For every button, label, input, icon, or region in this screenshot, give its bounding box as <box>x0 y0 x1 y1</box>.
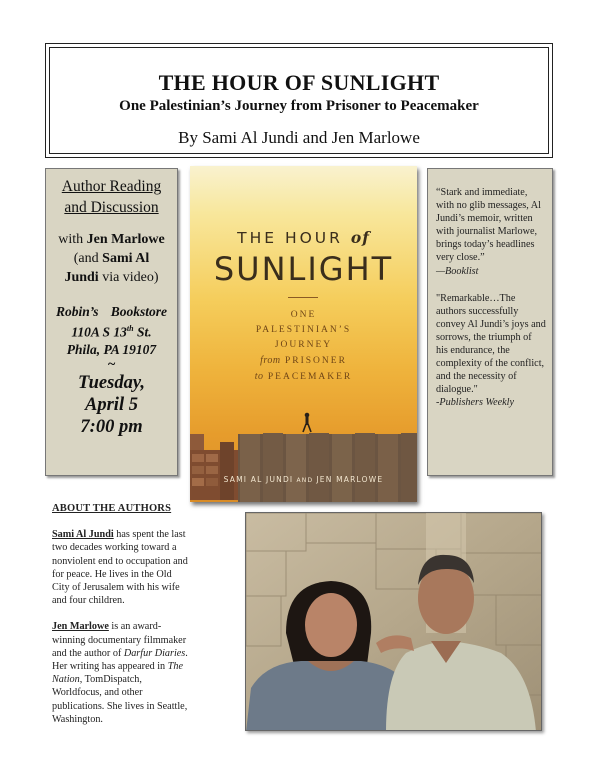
bio-book-title: Darfur Diaries <box>123 647 186 659</box>
event-presenters <box>46 230 177 287</box>
bio-text: , TomDispatch, Worldfocus, and other publications. She lives in Seattle, Washington. <box>52 674 188 725</box>
presenter-sami-a: Sami Al <box>102 251 150 266</box>
cover-sub-from: from <box>260 355 281 366</box>
with-prefix: with <box>58 232 87 247</box>
cover-authors <box>190 475 417 484</box>
quote-text: “Stark and immediate, with no glib messages, Al Jundi’s memoir, written with journalist Marlowe, brings today’s headlines very close.” <box>436 187 541 264</box>
quote-source: -Publishers Weekly <box>436 397 514 409</box>
paren-open: (and <box>73 251 103 266</box>
about-authors <box>52 502 190 726</box>
bio-publication: The Nation <box>52 661 183 686</box>
venue-city: Phila, PA 19107 <box>66 341 157 357</box>
cover-authors-and: AND <box>293 477 317 484</box>
venue-street-suffix: St. <box>133 324 152 340</box>
cover-author-jen: JEN MARLOWE <box>316 475 384 484</box>
title-box-inner <box>49 47 549 154</box>
presenter-jen-marlowe: Jen Marlowe <box>86 232 165 247</box>
event-month-day: April 5 <box>85 394 138 415</box>
cover-sub-line2: PALESTINIAN’S <box>255 325 352 335</box>
cover-subtitle <box>190 308 417 385</box>
cover-author-sami: SAMI AL JUNDI <box>223 475 294 484</box>
book-subtitle: One Palestinian’s Journey from Prisoner to Peacemaker <box>119 98 479 114</box>
cover-sub-prisoner: PRISONER <box>280 356 347 366</box>
event-time: 7:00 pm <box>80 416 143 437</box>
about-heading: ABOUT THE AUTHORS <box>52 503 172 514</box>
divider-tilde: ~ <box>107 356 116 372</box>
bio-jen <box>52 620 190 726</box>
book-title: THE HOUR OF SUNLIGHT <box>158 70 440 95</box>
authors-photo-image <box>246 513 542 731</box>
byline: By Sami Al Jundi and Jen Marlowe <box>178 128 420 147</box>
with-suffix: via video) <box>98 270 159 285</box>
bio-name: Sami Al Jundi <box>52 529 114 541</box>
event-venue <box>46 303 177 358</box>
cover-rule <box>288 297 318 298</box>
review-quote <box>436 292 546 410</box>
quote-text: "Remarkable…The authors successfully convey Al Jundi’s joys and sorrows, the triumph of his endurance, the complexity of the conflict, and the necessity of dialogue." <box>436 292 546 396</box>
cover-sub-line3: JOURNEY <box>274 340 333 350</box>
cover-sub-to: to <box>254 371 264 382</box>
authors-photo <box>245 512 542 731</box>
bio-text: is an award-winning documentary filmmaker and the author of <box>52 621 187 659</box>
event-date <box>46 372 177 438</box>
bio-text: has spent the last two decades working toward a nonviolent end to occupation and for peace. He lives in the Old City of Jerusalem with his wife and four children. <box>52 529 188 607</box>
quote-source: —Booklist <box>436 265 479 277</box>
venue-address <box>56 320 167 341</box>
cover-wall-illustration <box>190 412 417 502</box>
cover-sub-peacemaker: PEACEMAKER <box>263 372 353 382</box>
event-day: Tuesday, <box>78 372 145 393</box>
bio-text: . Her writing has appeared in <box>52 647 188 673</box>
cover-walking-figure <box>303 413 311 432</box>
book-cover <box>190 166 417 502</box>
cover-sub-line5 <box>190 369 417 385</box>
cover-title-sunlight: SUNLIGHT <box>213 250 394 288</box>
venue-street: 110A S 13 <box>71 324 127 340</box>
review-quotes-box <box>427 168 553 476</box>
venue-name: Robin’s Bookstore <box>56 304 167 319</box>
presenter-sami-b: Jundi <box>64 270 99 285</box>
event-heading-line2: and Discussion <box>64 199 159 216</box>
event-heading-line1: Author Reading <box>61 178 162 195</box>
cover-title-of: of <box>350 228 370 247</box>
event-heading <box>46 176 177 218</box>
title-box <box>45 43 553 158</box>
cover-title-the-hour: THE HOUR <box>237 229 351 247</box>
review-quote <box>436 186 546 278</box>
cover-sub-line1: ONE <box>290 310 317 320</box>
cover-title-line1 <box>190 228 417 247</box>
event-box <box>45 168 178 476</box>
cover-sub-line4 <box>190 353 417 369</box>
bio-sami <box>52 528 190 607</box>
bio-name: Jen Marlowe <box>52 621 109 633</box>
venue-street-sup: th <box>126 324 134 333</box>
